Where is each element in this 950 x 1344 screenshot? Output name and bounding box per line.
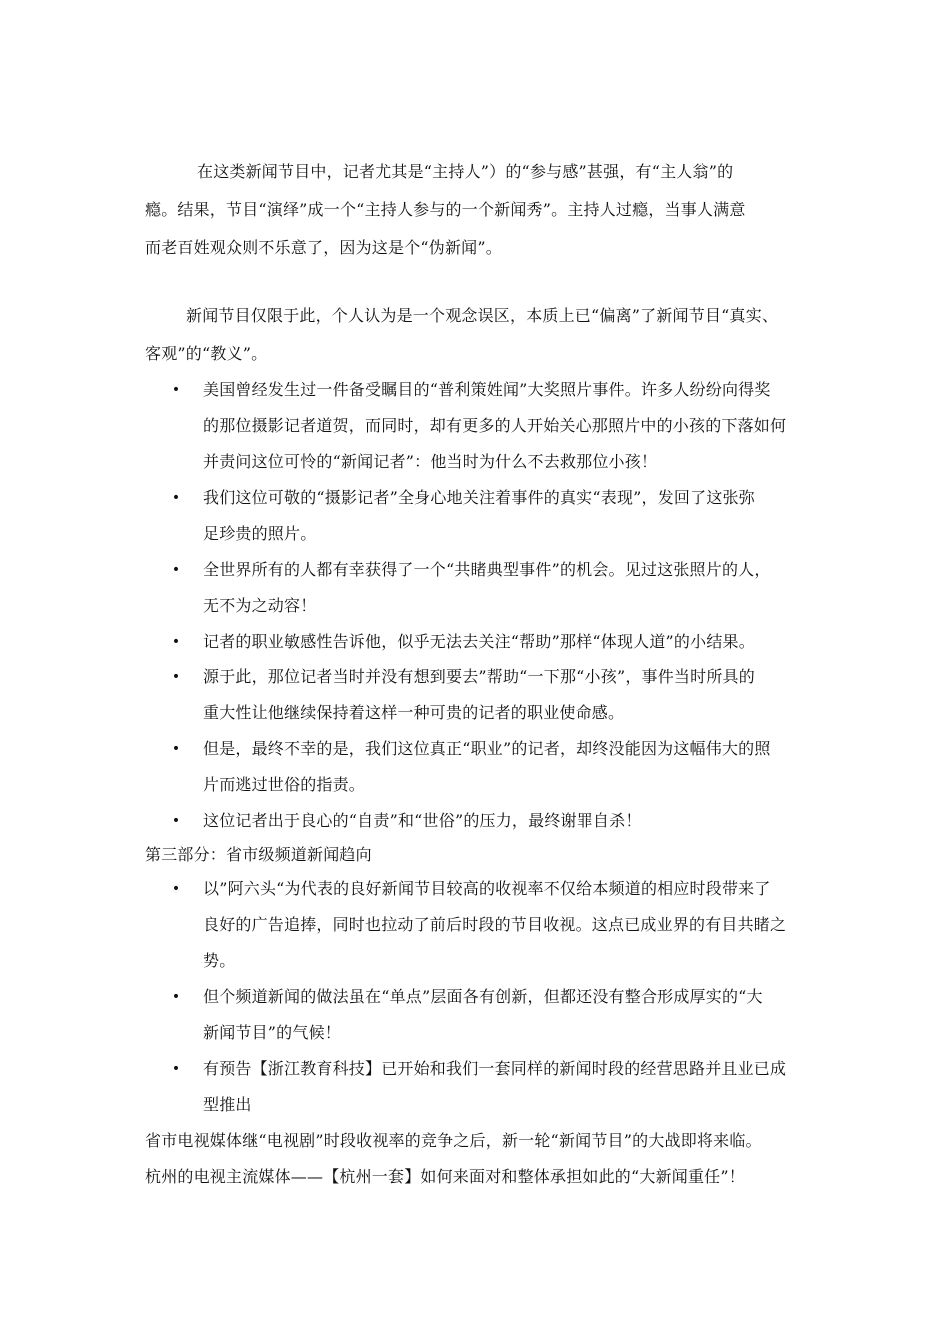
list-1-item-2-line-2: 足珍贵的照片。 [203,524,317,543]
list-2-item-1-line-1: 以”阿六头“为代表的良好新闻节目较高的收视率不仅给本频道的相应时段带来了 [203,879,771,898]
list-2-item-2-line-2: 新闻节目”的气候！ [203,1023,341,1042]
bullet-marker: • [171,881,181,897]
bullet-marker: • [171,490,181,506]
list-1-item-3-line-2: 无不为之动容！ [203,596,317,615]
paragraph-1-line-3: 而老百姓观众则不乐意了，因为这是个“伪新闻”。 [145,238,502,257]
list-2-item-1-line-3: 势。 [203,951,236,970]
bullet-marker: • [171,634,181,650]
list-1-item-5-line-1: 源于此，那位记者当时并没有想到要去”帮助“一下那“小孩”，事件当时所具的 [203,667,755,686]
list-1-item-5-line-2: 重大性让他继续保持着这样一种可贵的记者的职业使命感。 [203,703,625,722]
list-1-item-6-line-1: 但是，最终不幸的是，我们这位真正“职业”的记者，却终没能因为这幅伟大的照 [203,739,771,758]
list-1-item-7-line-1: 这位记者出于良心的“自责”和“世俗”的压力，最终谢罪自杀！ [203,811,642,830]
bullet-marker: • [171,382,181,398]
paragraph-2-line-2: 客观”的“教义”。 [145,344,268,363]
section-heading: 第三部分：省市级频道新闻趋向 [145,845,372,864]
list-1-item-4-line-1: 记者的职业敏感性告诉他，似乎无法去关注“帮助”那样“体现人道”的小结果。 [203,632,755,651]
list-2-item-3-line-2: 型推出 [203,1095,252,1114]
list-2-item-2-line-1: 但个频道新闻的做法虽在“单点”层面各有创新，但都还没有整合形成厚实的“大 [203,987,763,1006]
list-1-item-2-line-1: 我们这位可敬的“摄影记者”全身心地关注着事件的真实“表现”，发回了这张弥 [203,488,755,507]
list-1-item-1-line-3: 并责问这位可怜的“新闻记者”：他当时为什么不去救那位小孩！ [203,452,658,471]
paragraph-1-line-2: 瘾。结果，节目“演绎”成一个“主持人参与的一个新闻秀”。主持人过瘾，当事人满意 [145,200,746,219]
bullet-marker: • [171,989,181,1005]
list-2-item-3-line-1: 有预告【浙江教育科技】已开始和我们一套同样的新闻时段的经营思路并且业已成 [203,1059,787,1078]
closing-line-1: 省市电视媒体继“电视剧”时段收视率的竞争之后，新一轮“新闻节目”的大战即将来临。 [145,1131,762,1150]
list-2-item-1-line-2: 良好的广告追捧，同时也拉动了前后时段的节目收视。这点已成业界的有目共睹之 [203,915,787,934]
list-1-item-1-line-1: 美国曾经发生过一件备受瞩目的“普利策姓闻”大奖照片事件。许多人纷纷向得奖 [203,380,771,399]
bullet-marker: • [171,669,181,685]
bullet-marker: • [171,741,181,757]
bullet-marker: • [171,1061,181,1077]
paragraph-1-line-1: 在这类新闻节目中，记者尤其是“主持人”）的“参与感”甚强，有“主人翁”的 [197,162,734,181]
list-1-item-6-line-2: 片而逃过世俗的指责。 [203,775,366,794]
list-1-item-1-line-2: 的那位摄影记者道贺，而同时，却有更多的人开始关心那照片中的小孩的下落如何 [203,416,787,435]
bullet-marker: • [171,813,181,829]
list-1-item-3-line-1: 全世界所有的人都有幸获得了一个“共睹典型事件”的机会。见过这张照片的人， [203,560,771,579]
bullet-marker: • [171,562,181,578]
closing-line-2: 杭州的电视主流媒体——【杭州一套】如何来面对和整体承担如此的“大新闻重任”！ [145,1167,745,1186]
paragraph-2-line-1: 新闻节目仅限于此，个人认为是一个观念误区，本质上已“偏离”了新闻节目“真实、 [186,306,779,325]
